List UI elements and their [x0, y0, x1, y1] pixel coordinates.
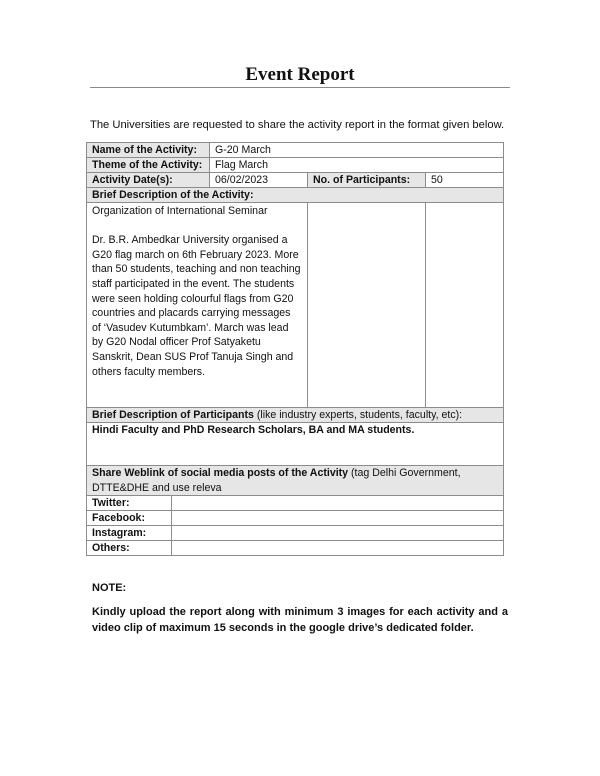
row-description-header — [87, 188, 504, 203]
row-instagram — [87, 526, 504, 541]
description-empty-cell-2[interactable] — [426, 203, 504, 408]
facebook-link-field[interactable] — [172, 511, 504, 526]
intro-text: The Universities are requested to share the activity report in the format given below. — [90, 119, 505, 131]
facebook-label: Facebook: — [87, 511, 172, 526]
participants-description-value[interactable]: Hindi Faculty and PhD Research Scholars, BA and MA students. — [87, 423, 504, 466]
instagram-label: Instagram: — [87, 526, 172, 541]
note-body: Kindly upload the report along with minimum 3 images for each activity and a video clip of maximum 15 seconds in the google drive’s dedicated folder. — [92, 606, 508, 634]
twitter-label: Twitter: — [87, 496, 172, 511]
description-body: Dr. B.R. Ambedkar University organised a G20 flag march on 6th February 2023. More than 50 students, teaching and non teaching staff participated in the event. The students were seen holding colourful flags from G20 countries and placards carrying messages of ‘Vasudev Kutumbkam’. March was lead by G20 Nodal officer Prof Satyaketu Sanskrit, Dean SUS Prof Tanuja Singh and others faculty members. — [92, 234, 301, 378]
row-activity-date — [87, 173, 504, 188]
row-weblink-header — [87, 466, 504, 496]
row-participants-header — [87, 408, 504, 423]
activity-report-table — [86, 142, 504, 556]
weblink-header-note: (tag Delhi Government, DTTE&DHE and use releva — [92, 467, 461, 494]
description-empty-cell-1[interactable] — [308, 203, 426, 408]
row-twitter — [87, 496, 504, 511]
title-divider — [90, 87, 510, 88]
participants-header-bold: Brief Description of Participants — [92, 409, 254, 421]
activity-description-cell[interactable] — [87, 203, 308, 408]
description-title: Organization of International Seminar — [92, 205, 268, 217]
weblink-header-bold: Share Weblink of social media posts of the Activity — [92, 467, 349, 479]
document-title: Event Report — [245, 64, 355, 85]
row-facebook — [87, 511, 504, 526]
others-link-field[interactable] — [172, 541, 504, 556]
activity-name-value[interactable]: G-20 March — [210, 143, 504, 158]
instagram-link-field[interactable] — [172, 526, 504, 541]
participants-count-label: No. of Participants: — [308, 173, 426, 188]
activity-theme-value[interactable]: Flag March — [210, 158, 504, 173]
row-activity-name — [87, 143, 504, 158]
activity-date-value[interactable]: 06/02/2023 — [210, 173, 308, 188]
others-label: Others: — [87, 541, 172, 556]
participants-header — [87, 408, 504, 423]
participants-header-note: (like industry experts, students, faculty, etc): — [253, 409, 463, 421]
description-header: Brief Description of the Activity: — [87, 188, 504, 203]
note-heading: NOTE: — [92, 582, 127, 594]
weblink-header — [87, 466, 504, 496]
twitter-link-field[interactable] — [172, 496, 504, 511]
activity-date-label: Activity Date(s): — [87, 173, 210, 188]
row-activity-theme — [87, 158, 504, 173]
row-others — [87, 541, 504, 556]
row-participants-value — [87, 423, 504, 466]
activity-theme-label: Theme of the Activity: — [87, 158, 210, 173]
activity-name-label: Name of the Activity: — [87, 143, 210, 158]
row-description-body — [87, 203, 504, 408]
participants-count-value[interactable]: 50 — [426, 173, 504, 188]
